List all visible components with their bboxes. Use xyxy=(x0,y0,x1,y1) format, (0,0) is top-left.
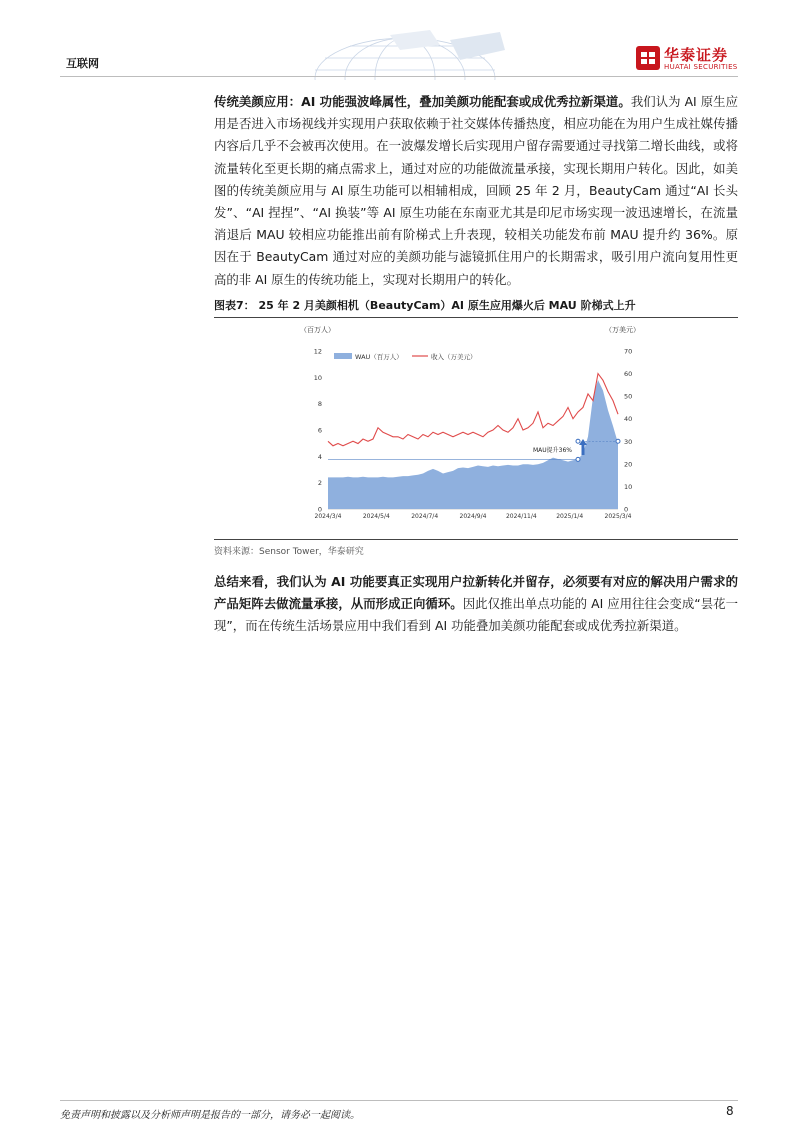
paragraph-intro xyxy=(214,91,738,291)
left-tick-label: 0 xyxy=(317,505,322,514)
header-divider xyxy=(60,76,738,77)
right-tick-label: 10 xyxy=(624,482,633,491)
x-tick-label: 2024/11/4 xyxy=(505,513,537,520)
revenue-line-series xyxy=(328,374,618,446)
footer-divider xyxy=(60,1100,738,1101)
right-tick-label: 50 xyxy=(624,392,633,401)
x-tick-label: 2024/5/4 xyxy=(362,513,390,520)
footer-disclaimer: 免责声明和披露以及分析师声明是报告的一部分，请务必一起阅读。 xyxy=(60,1110,360,1121)
paragraph-intro-body: 我们认为 AI 原生应用是否进入市场视线并实现用户获取依赖于社交媒体传播热度，相应功能在为用户生成社媒传播内容后几乎不会被再次使用。在一波爆发增长后实现用户留存需要通过寻找第二增长曲线，或将流量转化至更长期的痛点需求上，通过对应的功能做流量承接，实现长期用户转化。因此，如美图的传统美颜应用与 AI 原生功能可以相辅相成，回顾 25 年 2 月，BeautyCam 通过“AI 长头发”、“AI 捏捏”、“AI 换装”等 AI 原生功能在东南亚尤其是印尼市场实现一波迅速增长，在流量消退后 MAU 较相应功能推出前有阶梯式上升表现，较相关功能发布前 MAU 提升约 36%。原因在于 BeautyCam 通过对应的美颜功能与滤镜抓住用户的长期需求，吸引用户流向复用性更高的非 AI 原生的传统功能上，实现对长期用户的转化。 xyxy=(214,94,738,287)
x-tick-label: 2025/3/4 xyxy=(604,513,632,520)
right-tick-label: 70 xyxy=(624,347,633,356)
left-tick-label: 12 xyxy=(313,347,322,356)
left-tick-label: 4 xyxy=(317,452,322,461)
paragraph-summary xyxy=(214,571,738,638)
legend-wau-label: WAU（百万人） xyxy=(355,353,403,361)
left-tick-label: 8 xyxy=(317,400,322,409)
huatai-logo-icon xyxy=(636,46,660,70)
left-axis-unit-label: （百万人） xyxy=(300,326,335,334)
legend-wau-swatch xyxy=(334,353,352,359)
figure-bottom-rule xyxy=(214,539,738,540)
chart-legend xyxy=(334,352,477,361)
legend-revenue-label: 收入（万美元） xyxy=(431,353,477,361)
figure-top-rule xyxy=(214,317,738,318)
globe-watermark-icon xyxy=(300,30,510,80)
paragraph-intro-lead: 传统美颜应用：AI 功能强波峰属性，叠加美颜功能配套或成优秀拉新渠道。 xyxy=(214,94,631,109)
paragraph-summary-lead: 总结来看，我们认为 AI 功能要真正实现用户拉新转化并留存，必须要有对应的解决用户需求的产品矩阵去做流量承接，从而形成正向循环。 xyxy=(214,574,738,612)
mau-revenue-chart xyxy=(300,322,650,522)
right-tick-label: 30 xyxy=(624,437,633,446)
section-label: 互联网 xyxy=(66,57,99,70)
reference-marker-start xyxy=(576,439,580,443)
reference-marker-end xyxy=(616,439,620,443)
page-number: 8 xyxy=(726,1104,734,1118)
right-tick-label: 40 xyxy=(624,415,633,424)
figure-source: 资料来源：Sensor Tower，华泰研究 xyxy=(214,547,364,557)
logo-cn-text: 华泰证券 xyxy=(664,46,729,64)
x-tick-label: 2024/7/4 xyxy=(411,513,439,520)
reference-marker-before xyxy=(576,457,580,461)
x-tick-label: 2024/3/4 xyxy=(314,513,342,520)
page-header xyxy=(0,0,794,80)
right-axis-unit-label: （万美元） xyxy=(605,326,640,334)
right-tick-label: 20 xyxy=(624,460,633,469)
left-tick-label: 10 xyxy=(313,373,322,382)
x-tick-label: 2025/1/4 xyxy=(556,513,584,520)
figure-title: 图表7： 25 年 2 月美颜相机（BeautyCam）AI 原生应用爆火后 MAU 阶梯式上升 xyxy=(214,299,636,312)
logo-en-text: HUATAI SECURITIES xyxy=(664,63,738,71)
wau-area-series xyxy=(328,380,618,509)
x-tick-label: 2024/9/4 xyxy=(459,513,487,520)
annotation-text: MAU提升36% xyxy=(533,447,573,454)
left-tick-label: 2 xyxy=(317,479,322,488)
right-tick-label: 60 xyxy=(624,370,633,379)
paragraph-summary-body: 因此仅推出单点功能的 AI 应用往往会变成“昙花一现”，而在传统生活场景应用中我们看到 AI 功能叠加美颜功能配套或成优秀拉新渠道。 xyxy=(214,596,739,634)
left-tick-label: 6 xyxy=(317,426,322,435)
company-logo xyxy=(636,44,740,74)
right-tick-label: 0 xyxy=(624,505,629,514)
